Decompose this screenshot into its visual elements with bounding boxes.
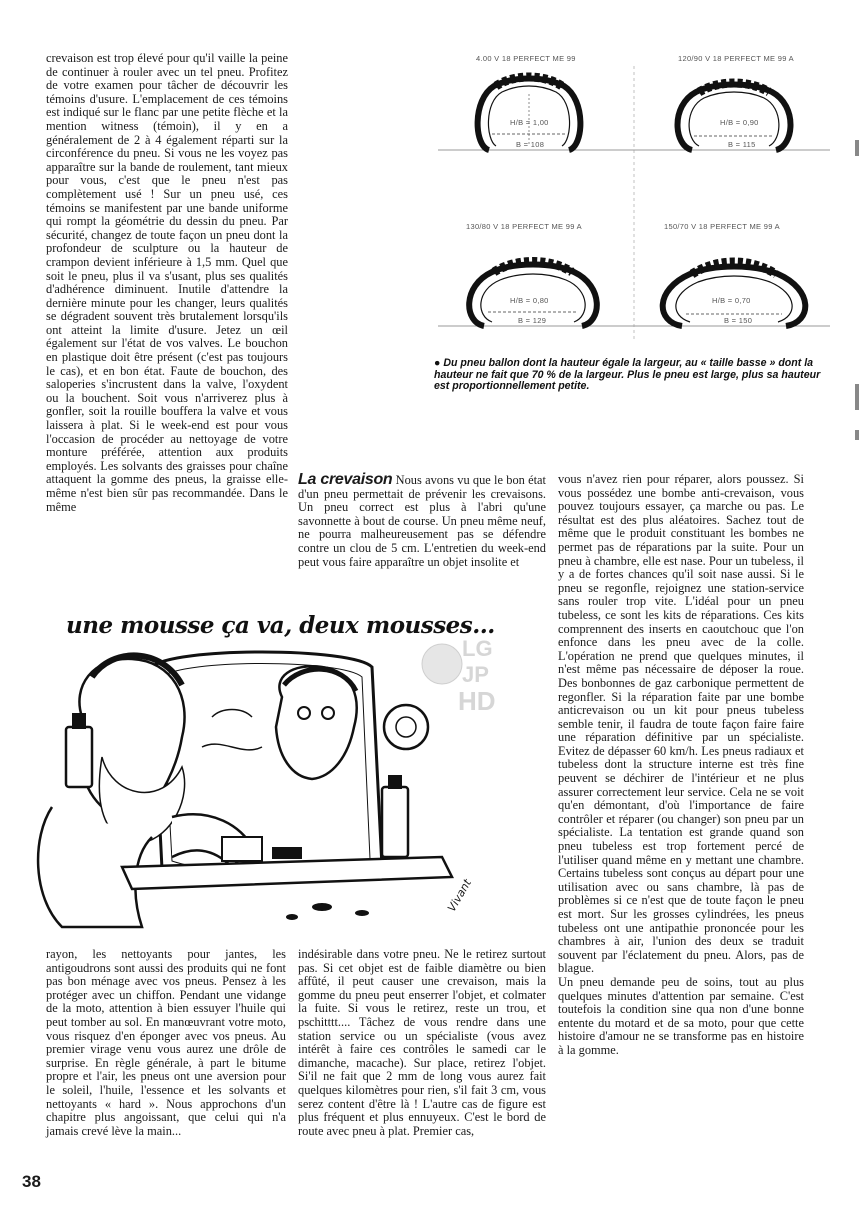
tire-label-1: 4.00 V 18 PERFECT ME 99	[476, 54, 576, 63]
tire-label-3: 130/80 V 18 PERFECT ME 99 A	[466, 222, 582, 231]
watermark-logo	[416, 630, 534, 720]
tire-width-3: B = 129	[518, 316, 547, 325]
section-title: La crevaison	[298, 471, 393, 488]
svg-text:JP: JP	[462, 662, 489, 687]
tire-ratio-3: H/B = 0,80	[510, 296, 549, 305]
paragraph	[298, 473, 546, 569]
tire-diagrams-svg	[434, 50, 838, 362]
paragraph-conclusion: Un pneu demande peu de soins, tout au plus quelques minutes d'attention par semaine. C'est toutefois la condition sine qua non d'une bonne entente du motard et de sa moto, pour que cette histoire d'amour ne se transforme pas en histoire à la gomme.	[558, 974, 804, 1057]
scan-edge-mark	[855, 140, 859, 156]
tire-ratio-2: H/B = 0,90	[720, 118, 759, 127]
section-text: Nous avons vu que le bon état d'un pneu permettait de prévenir les crevaisons. Un pneu correct est plus à l'abri qu'une savonnette à bout de course. Un pneu même neuf, ne pourra malheureusement pas se défendre contre un clou de 5 cm. L'entretien du week-end peut vous faire apparaître un objet insolite et	[298, 473, 546, 569]
tire-label-4: 150/70 V 18 PERFECT ME 99 A	[664, 222, 780, 231]
paragraph: vous n'avez rien pour réparer, alors poussez. Si vous possédez une bombe anti-crevaison, vous pouvez toujours essayer, ça marche ou pas. Le résultat est des plus aléatoires. Sachez tout de même que le produit constituant les bombes ne permet pas de réparations par la suite. Pour un pneu à chambre, elle est nase. Pour un tubeless, il y a de fortes chances qu'il soit nase aussi. Si le pneu se regonfle, rejoignez une station-service sans rouler trop vite. L'idéal pour un pneu tubeless, ce sont les kits de réparations. Ces kits comprennent des inserts en caoutchouc que l'on enfonce dans les pneu avec de la colle. L'opération ne prend que quelques minutes, il n'est même pas nécessaire de déposer la roue. Des bonbonnes de gaz carbonique permettent de regonfler. Si la réparation faite par une bombe anticrevaison ou un kit pour pneus tubeless semble tenir, il faudra de toute façon faire faire une réparation définitive par un spécialiste. Evitez de dépasser 60 km/h. Les pneus radiaux et tubeless dont la structure interne est très fine peuvent se déchirer de l'intérieur et ne plus assurer correctement leur service. Cela ne se voit qu'en démontant, d'où l'importance de faire contrôler et réparer (ou changer) son pneu par un spécialiste. La tentation est grande quand son pneu tubeless est trop fortement percé de l'utiliser quand même en y mettant une chambre. Certains tubeless sont conçus au départ pour une utilisation avec ou sans chambre, là pas de problèmes si ce n'est que de toute façon le pneu est mort. Sur les grosses cylindrées, les pneus tubeless ont une antipathie prononcée pour les chambres à air, l'union des deux se traduit souvent par l'éclatement du pneu. Alors, pas de blague.	[558, 472, 804, 976]
tire-ratio-4: H/B = 0,70	[712, 296, 751, 305]
paragraph: indésirable dans votre pneu. Ne le retirez surtout pas. Si cet objet est de faible diamètre ou bien affûté, il peut causer une crevaison, mais la gomme du pneu peut enserrer l'objet, et colmater la fuite. Si vous le retirez, reste un trou, et pschitttt.... Tâchez de vous rendre dans une station service ou un spécialiste (vous avez intérêt à faire ces contrôles le samedi car le dimanche, macache). Sur place, retirez l'objet. Si'il ne fait que 2 mm de long vous aurez fait quelques kilomètres pour rien, s'il fait 3 cm, vous serez content d'être là ! L'autre cas de figure est plus fréquent et plus ennuyeux. C'est le bord de route avec pneu à plat. Premier cas,	[298, 947, 546, 1138]
body-column-3	[558, 473, 804, 1058]
tire-label-2: 120/90 V 18 PERFECT ME 99 A	[678, 54, 794, 63]
svg-text:HD: HD	[458, 686, 496, 716]
scan-edge-mark	[855, 384, 859, 410]
tire-width-2: B = 115	[728, 140, 756, 149]
tire-profile-diagrams	[434, 50, 838, 362]
paragraph: crevaison est trop élevé pour qu'il vaille la peine de continuer à rouler avec un tel pneu. Profitez de votre examen pour tâcher de découvrir les témoins d'usure. L'emplacement de ces témoins est indiqué sur le flanc par une petite flèche et la mention witness (témoin), il y en a généralement de 2 à 4 également réparti sur la circonférence du pneu. Si vous ne les voyez pas apparaître sur la bande de roulement, tant mieux pour vous, c'est que le pneu n'est pas complètement usé ! Sur un pneu usé, ces témoins se manifestent par une bande uniforme qui rompt la géométrie du dessin du pneu. Par sécurité, changez de toute façon un pneu dont la profondeur de sculpture ou la hauteur de crampon devient inférieure à 1,5 mm. Quel que soit le pneu, plus il va s'usant, plus ses qualités d'adhérence diminuent. Inutile d'attendre la dernière minute pour les changer, leurs qualités se dégradent souvent très brutalement lorsqu'ils ont atteint la limite d'usure. Jetez un œil également sur l'état de vos valves. Le bouchon en plastique doit être présent (c'est pas toujours le cas), et en bon état. Faute de bouchon, des saloperies s'incrustent dans la valve, l'oxydent ou la bouchent. Soit vous n'arriverez plus à gonfler, soit la rouille bouffera la valve et vous laissera à plat. Si le week-end est pour vous l'occasion de procéder au nettoyage de votre monture préférée, attention aux produits employés. Les solvants des graisses pour chaîne attaquent la gomme des pneus, la graisse elle-même n'est bien sûr pas recommandée. Dans le même	[46, 51, 288, 514]
svg-text:LG: LG	[462, 636, 493, 661]
watermark-graphic	[416, 630, 534, 720]
body-column-2	[298, 473, 546, 569]
body-column-4	[46, 948, 286, 1138]
tire-ratio-1: H/B = 1,00	[510, 118, 549, 127]
body-column-1	[46, 52, 288, 514]
tire-width-1: B = 108	[516, 140, 545, 149]
tire-width-4: B = 150	[724, 316, 753, 325]
paragraph: rayon, les nettoyants pour jantes, les antigoudrons sont aussi des produits qui ne font pas bon ménage avec vos pneus. Pensez à les protéger avec un chiffon. Pendant une vidange de la moto, attention à bien essuyer l'huile qui peut tomber au sol. En manœuvrant votre moto, vous risquez d'en éponger avec vos pneus. Au premier virage venu vous aurez une drôle de surprise. En règle générale, à part le bitume propre et l'air, les pneus ont une aversion pour le soleil, l'huile, l'essence et les solvants et nettoyants « hard ». Nous approchons d'un chapitre plus angoissant, que celui qui n'a jamais crevé lève la main...	[46, 947, 286, 1138]
cartoon-title: une mousse ça va, deux mousses...	[66, 612, 495, 639]
caption-text: Du pneu ballon dont la hauteur égale la largeur, au « taille basse » dont la hauteur ne fait que 70 % de la largeur. Plus le pneu est large, plus sa hauteur est proportionnellement petite.	[434, 357, 821, 393]
scan-edge-mark	[855, 430, 859, 440]
figure-caption	[434, 358, 828, 393]
page-number: 38	[22, 1172, 41, 1191]
caption-bullet: ●	[434, 357, 444, 369]
body-column-5	[298, 948, 546, 1138]
artist-signature: Vivant	[445, 877, 474, 914]
